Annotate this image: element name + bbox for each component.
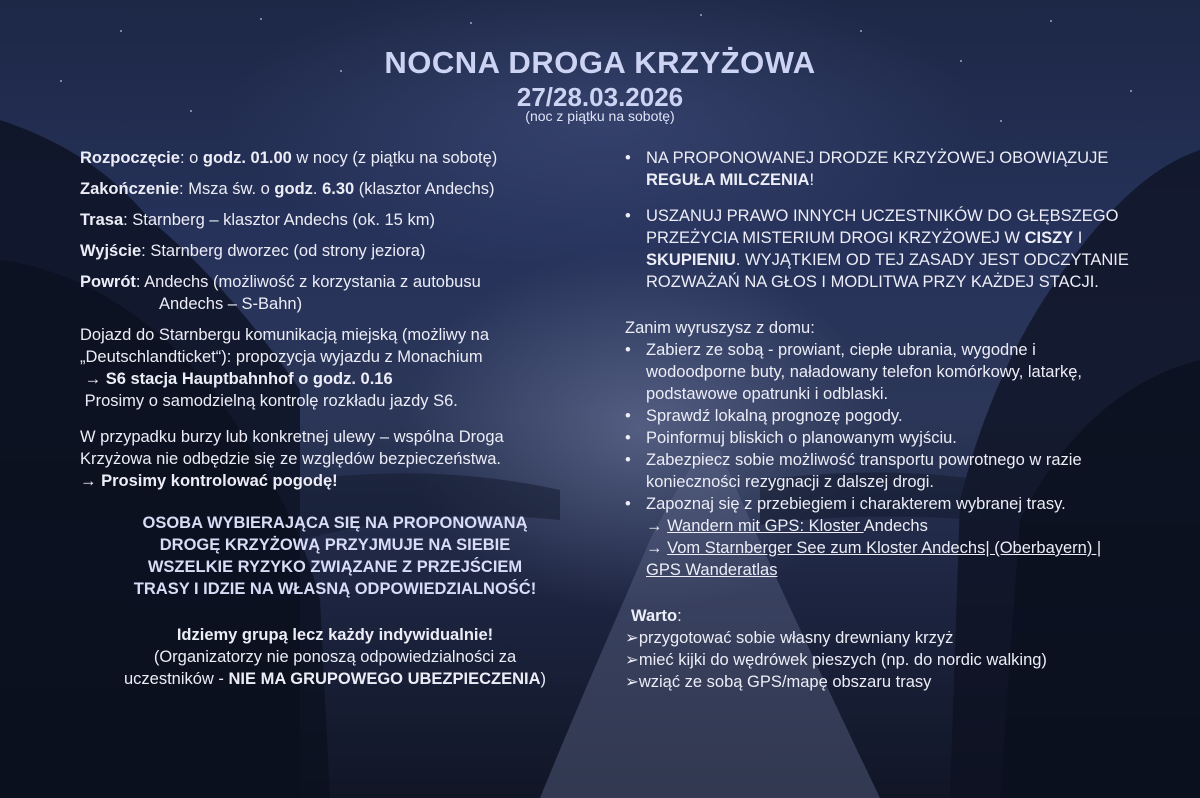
gps-link-1[interactable]: → Wandern mit GPS: Kloster Andechs [646, 517, 928, 535]
liability-warning: OSOBA WYBIERAJĄCA SIĘ NA PROPONOWANĄ DROGĘ KRZYŻOWĄ PRZYJMUJE NA SIEBIE WSZELKIE RYZYKO ZWIĄZANE Z PRZEJŚCIEM TRASY I IDZIE NA WŁASNĄ ODPOWIEDZIALNOŚĆ! [133, 514, 537, 598]
departure-info: Wyjście: Starnberg dworzec (od strony jeziora) [80, 242, 426, 260]
list-item: • Zabezpiecz sobie możliwość transportu powrotnego w razie konieczności rezygnacji z dalszej drogi. [625, 449, 1125, 493]
arrow-icon: → [646, 539, 668, 557]
arrow-icon: → [84, 370, 106, 388]
list-item: • Zabierz ze sobą - prowiant, ciepłe ubrania, wygodne i wodoodporne buty, naładowany telefon komórkowy, latarkę, podstawowe opatrunki i odblaski. [625, 339, 1125, 405]
warto-section: Warto: ➢przygotować sobie własny drewniany krzyż ➢mieć kijki do wędrówek pieszych (np. do nordic walking) ➢wziąć ze sobą GPS/mapę obszaru trasy [625, 605, 1165, 693]
list-item: ➢przygotować sobie własny drewniany krzyż [625, 629, 954, 647]
before-heading: Zanim wyruszysz z domu: [625, 319, 815, 337]
list-item: • Zapoznaj się z przebiegiem i charakterem wybranej trasy. [625, 493, 1125, 515]
warto-label: Warto [631, 607, 678, 625]
start-info: Rozpoczęcie: o godz. 01.00 w nocy (z piątku na sobotę) [80, 149, 498, 167]
arrow-icon: → [80, 472, 102, 490]
list-item: ➢mieć kijki do wędrówek pieszych (np. do nordic walking) [625, 651, 1047, 669]
before-list [625, 339, 1165, 515]
respect-rule: • USZANUJ PRAWO INNYCH UCZESTNIKÓW DO GŁĘBSZEGO PRZEŻYCIA MISTERIUM DROGI KRZYŻOWEJ W CISZY I SKUPIENIU. WYJĄTKIEM OD TEJ ZASADY JEST ODCZYTANIE ROZWAŻAŃ NA GŁOS I MODLITWA PRZY KAŻDEJ STACJI. [625, 205, 1165, 293]
rules-list [625, 147, 1165, 293]
left-column [80, 147, 600, 690]
group-notice: Idziemy grupą lecz każdy indywidualnie! (Organizatorzy nie ponoszą odpowiedzialności za uczestników - NIE MA GRUPOWEGO UBEZPIECZENIA) [123, 626, 547, 688]
event-date: 27/28.03.2026 [516, 82, 684, 112]
arrow-icon: → [646, 517, 668, 535]
list-item: • Poinformuj bliskich o planowanym wyjściu. [625, 427, 1125, 449]
return-info: Powrót: Andechs (możliwość z korzystania z autobusu Andechs – S-Bahn) [80, 273, 481, 313]
gps-link-2[interactable] [625, 537, 1165, 581]
right-column [625, 147, 1165, 693]
list-item: ➢wziąć ze sobą GPS/mapę obszaru trasy [625, 673, 932, 691]
page-title: NOCNA DROGA KRZYŻOWA [384, 45, 816, 80]
silence-rule: • NA PROPONOWANEJ DRODZE KRZYŻOWEJ OBOWIĄZUJE REGUŁA MILCZENIA! [625, 147, 1165, 191]
date-subtitle: (noc z piątku na sobotę) [525, 108, 675, 124]
end-info: Zakończenie: Msza św. o godz. 6.30 (klasztor Andechs) [80, 180, 495, 198]
link-wandern-gps[interactable]: Wandern mit GPS: Kloster [667, 517, 864, 535]
link-wanderatlas[interactable]: Vom Starnberger See zum Kloster Andechs| (Oberbayern) | GPS Wanderatlas [646, 539, 1102, 579]
list-item: • Sprawdź lokalną prognozę pogody. [625, 405, 1125, 427]
route-info: Trasa: Starnberg – klasztor Andechs (ok. 15 km) [80, 211, 435, 229]
transport-info: Dojazd do Starnbergu komunikacją miejską (możliwy na „Deutschlandticket“): propozycja wyjazdu z Monachium → S6 stacja Hauptbahnhof o godz. 0.16 Prosimy o samodzielną kontrolę rozkładu jazdy S6. [80, 326, 490, 410]
weather-info: W przypadku burzy lub konkretnej ulewy – wspólna Droga Krzyżowa nie odbędzie się ze względów bezpieczeństwa. → Prosimy kontrolować pogodę! [80, 428, 504, 490]
